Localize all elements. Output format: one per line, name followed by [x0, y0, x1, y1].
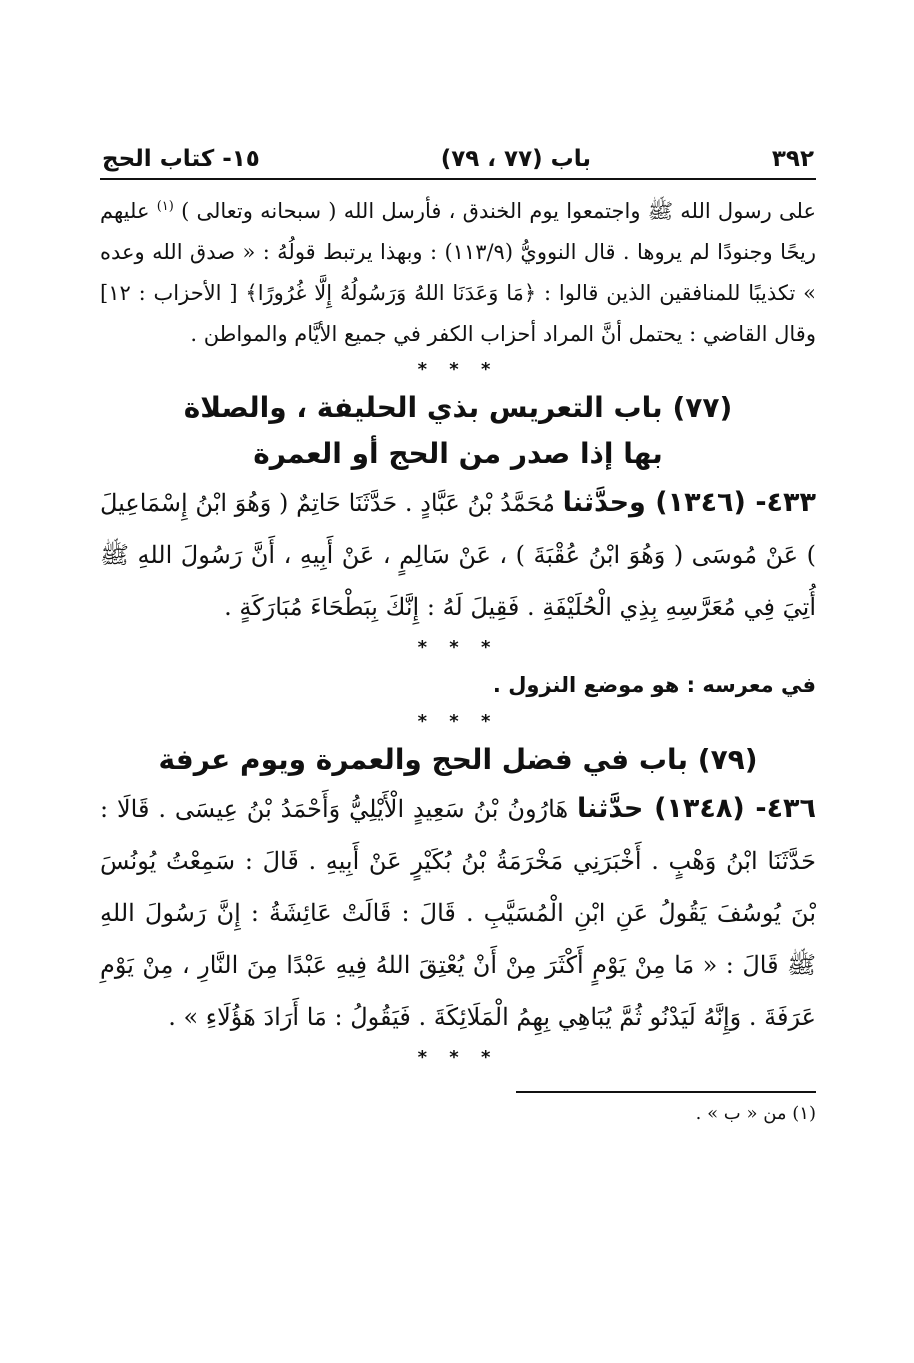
footnote-divider: [516, 1091, 816, 1093]
intro-commentary: [100, 186, 816, 355]
page-number: ٣٩٢: [771, 146, 814, 172]
separator: * * *: [417, 359, 499, 380]
hadith-433-number: ٤٣٣- (١٣٤٦) وحدَّثنا: [562, 487, 816, 518]
hadith-436: [100, 783, 816, 1043]
chapter-77-title-line2: بها إذا صدر من الحج أو العمرة: [253, 437, 663, 470]
separator: * * *: [417, 711, 499, 732]
hadith-436-text: هَارُونُ بْنُ سَعِيدٍ الْأَيْلِيُّ وَأَحْمَدُ بْنُ عِيسَى . قَالَا : حَدَّثَنَا ابْنُ وَهْبٍ . أَخْبَرَنِي مَخْرَمَةُ بْنُ بُكَيْرٍ عَنْ أَبِيهِ . قَالَ : سَمِعْتُ يُونُسَ بْنَ يُوسُفَ يَقُولُ عَنِ ابْنِ الْمُسَيَّبِ . قَالَ : قَالَتْ عَائِشَةُ : إِنَّ رَسُولَ اللهِ ﷺ قَالَ : « مَا مِنْ يَوْمٍ أَكْثَرَ مِنْ أَنْ يُعْتِقَ اللهُ فِيهِ عَبْدًا مِنَ النَّارِ ، مِنْ يَوْمِ عَرَفَةَ . وَإِنَّهُ لَيَدْنُو ثُمَّ يُبَاهِي بِهِمُ الْمَلَائِكَةَ . فَيَقُولُ : مَا أَرَادَ هَؤُلَاءِ » .: [100, 795, 816, 1031]
intro-text-continued: عليهم ريحًا وجنودًا لم يروها . قال النوويُّ (١١٣/٩) : وبهذا يرتبط قولُهُ : « صدق الله وعده » تكذيبًا للمنافقين الذين قالوا : ﴿مَا وَعَدَنَا اللهُ وَرَسُولُهُ إِلَّا غُرُورًا﴾ [ الأحزاب : ١٢] وقال القاضي : يحتمل أنَّ المراد أحزاب الكفر في جميع الأيَّام والمواطن .: [100, 199, 817, 346]
footnote-marker: (١): [156, 199, 174, 214]
separator: * * *: [417, 1047, 499, 1068]
chapter-77-title: [100, 385, 816, 477]
intro-text: على رسول الله ﷺ واجتمعوا يوم الخندق ، فأرسل الله ( سبحانه وتعالى ): [181, 199, 816, 223]
chapter-79-title: (٧٩) باب في فضل الحج والعمرة ويوم عرفة: [158, 743, 758, 776]
hadith-433-text: مُحَمَّدُ بْنُ عَبَّادٍ . حَدَّثَنَا حَاتِمٌ ( وَهُوَ ابْنُ إِسْمَاعِيلَ ) عَنْ مُوسَى ( وَهُوَ ابْنُ عُقْبَةَ ) ، عَنْ سَالِمٍ ، عَنْ أَبِيهِ ، أَنَّ رَسُولَ اللهِ ﷺ أُتِيَ فِي مُعَرَّسِهِ بِذِي الْحُلَيْفَةِ . فَقِيلَ لَهُ : إِنَّكَ بِبَطْحَاءَ مُبَارَكَةٍ .: [100, 489, 816, 621]
explanation-note: في معرسه : هو موضع النزول .: [492, 673, 816, 697]
book-page: [100, 140, 816, 1131]
chapter-range: باب (٧٧ ، ٧٩): [440, 146, 592, 172]
chapter-77-title-line1: (٧٧) باب التعريس بذي الحليفة ، والصلاة: [183, 391, 733, 424]
hadith-433: [100, 477, 816, 633]
footnote: (١) من « ب » .: [695, 1103, 816, 1124]
separator: * * *: [417, 637, 499, 658]
hadith-436-number: ٤٣٦- (١٣٤٨) حدَّثنا: [577, 793, 817, 824]
running-header: [100, 140, 816, 180]
book-title: ١٥- كتاب الحج: [102, 146, 260, 172]
